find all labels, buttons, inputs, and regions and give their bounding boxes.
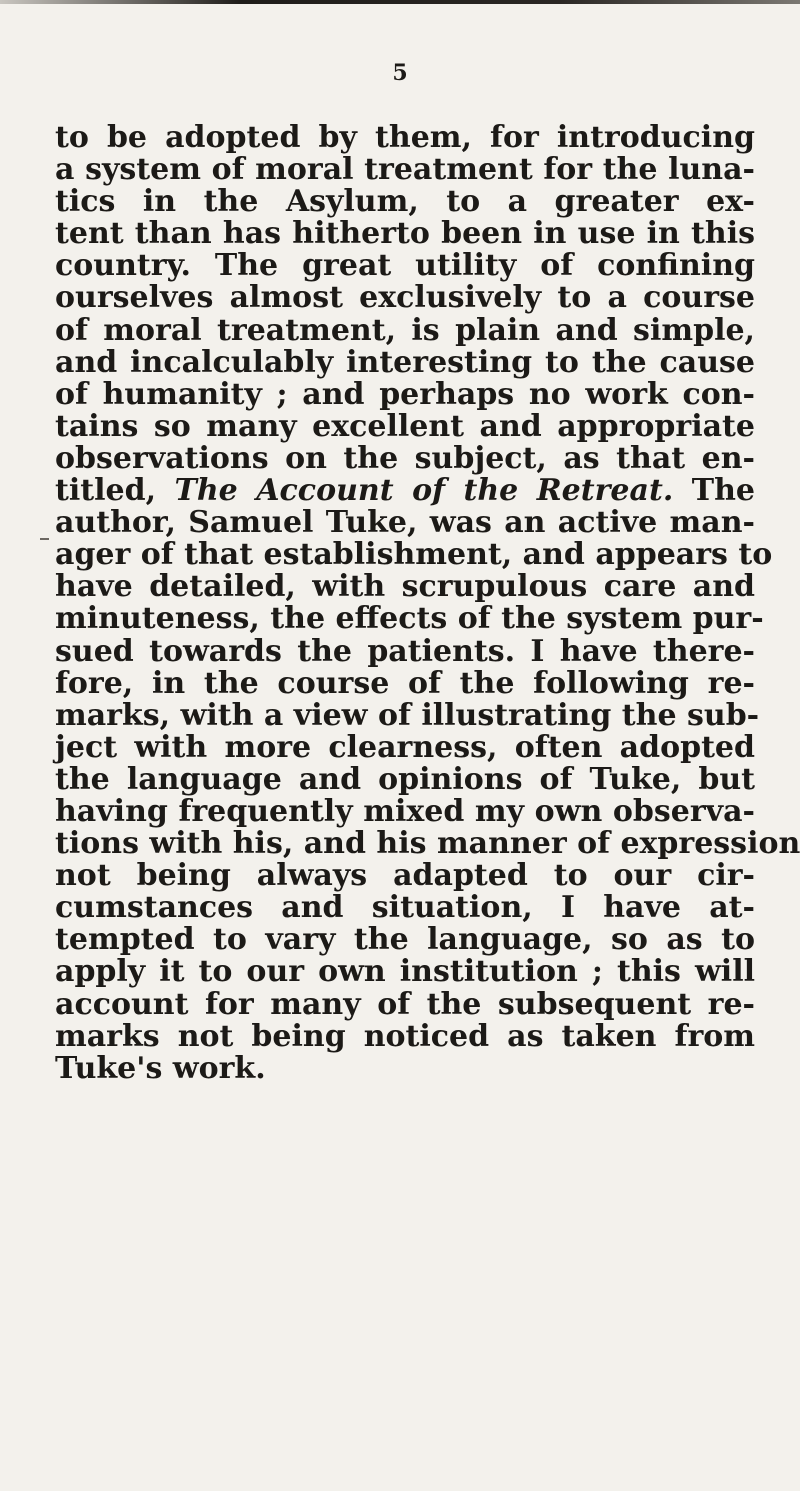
text-line: tempted to vary the language, so as to <box>55 922 755 958</box>
text-line <box>55 475 755 507</box>
text-line: apply it to our own institution ; this will <box>55 954 755 990</box>
text-line: tions with his, and his manner of expression <box>55 826 800 862</box>
text-line: a system of moral treatment for the luna- <box>55 152 755 188</box>
text-line: marks, with a view of illustrating the sub- <box>55 697 760 733</box>
text-line: not being always adapted to our cir- <box>55 858 755 894</box>
top-rule <box>0 0 800 4</box>
text-line: ject with more clearness, often adopted <box>55 729 755 765</box>
book-title: The Account of the Retreat. <box>174 473 674 509</box>
text-segment: titled, <box>55 473 175 509</box>
text-line: observations on the subject, as that en- <box>55 440 755 476</box>
text-line: ager of that establishment, and appears to <box>55 537 773 573</box>
text-line: tains so many excellent and appropriate <box>55 408 755 444</box>
text-line: Tuke's work. <box>55 1050 266 1086</box>
text-line: fore, in the course of the following re- <box>55 665 755 701</box>
text-line: cumstances and situation, I have at- <box>55 890 755 926</box>
text-line: the language and opinions of Tuke, but <box>55 761 755 797</box>
text-segment: The <box>673 473 755 509</box>
text-line: and incalculably interesting to the cause <box>55 344 755 380</box>
text-line: of humanity ; and perhaps no work con- <box>55 376 755 412</box>
text-line: tent than has hitherto been in use in this <box>55 216 755 252</box>
text-line: to be adopted by them, for introducing <box>55 120 755 155</box>
text-line: have detailed, with scrupulous care and <box>55 569 755 605</box>
page-number: 5 <box>392 60 408 86</box>
text-line: marks not being noticed as taken from <box>55 1018 755 1054</box>
text-line: sued towards the patients. I have there- <box>55 633 755 669</box>
text-line: minuteness, the effects of the system pur- <box>55 601 764 637</box>
text-line: having frequently mixed my own observa- <box>55 793 755 829</box>
text-line: tics in the Asylum, to a greater ex- <box>55 184 755 220</box>
text-line: ourselves almost exclusively to a course <box>55 280 755 316</box>
text-line: country. The great utility of confining <box>55 248 755 284</box>
text-line: author, Samuel Tuke, was an active man- <box>55 505 755 541</box>
margin-mark <box>40 538 49 540</box>
text-line: of moral treatment, is plain and simple, <box>55 312 755 348</box>
body-paragraph <box>55 120 800 1086</box>
text-line: account for many of the subsequent re- <box>55 986 755 1022</box>
